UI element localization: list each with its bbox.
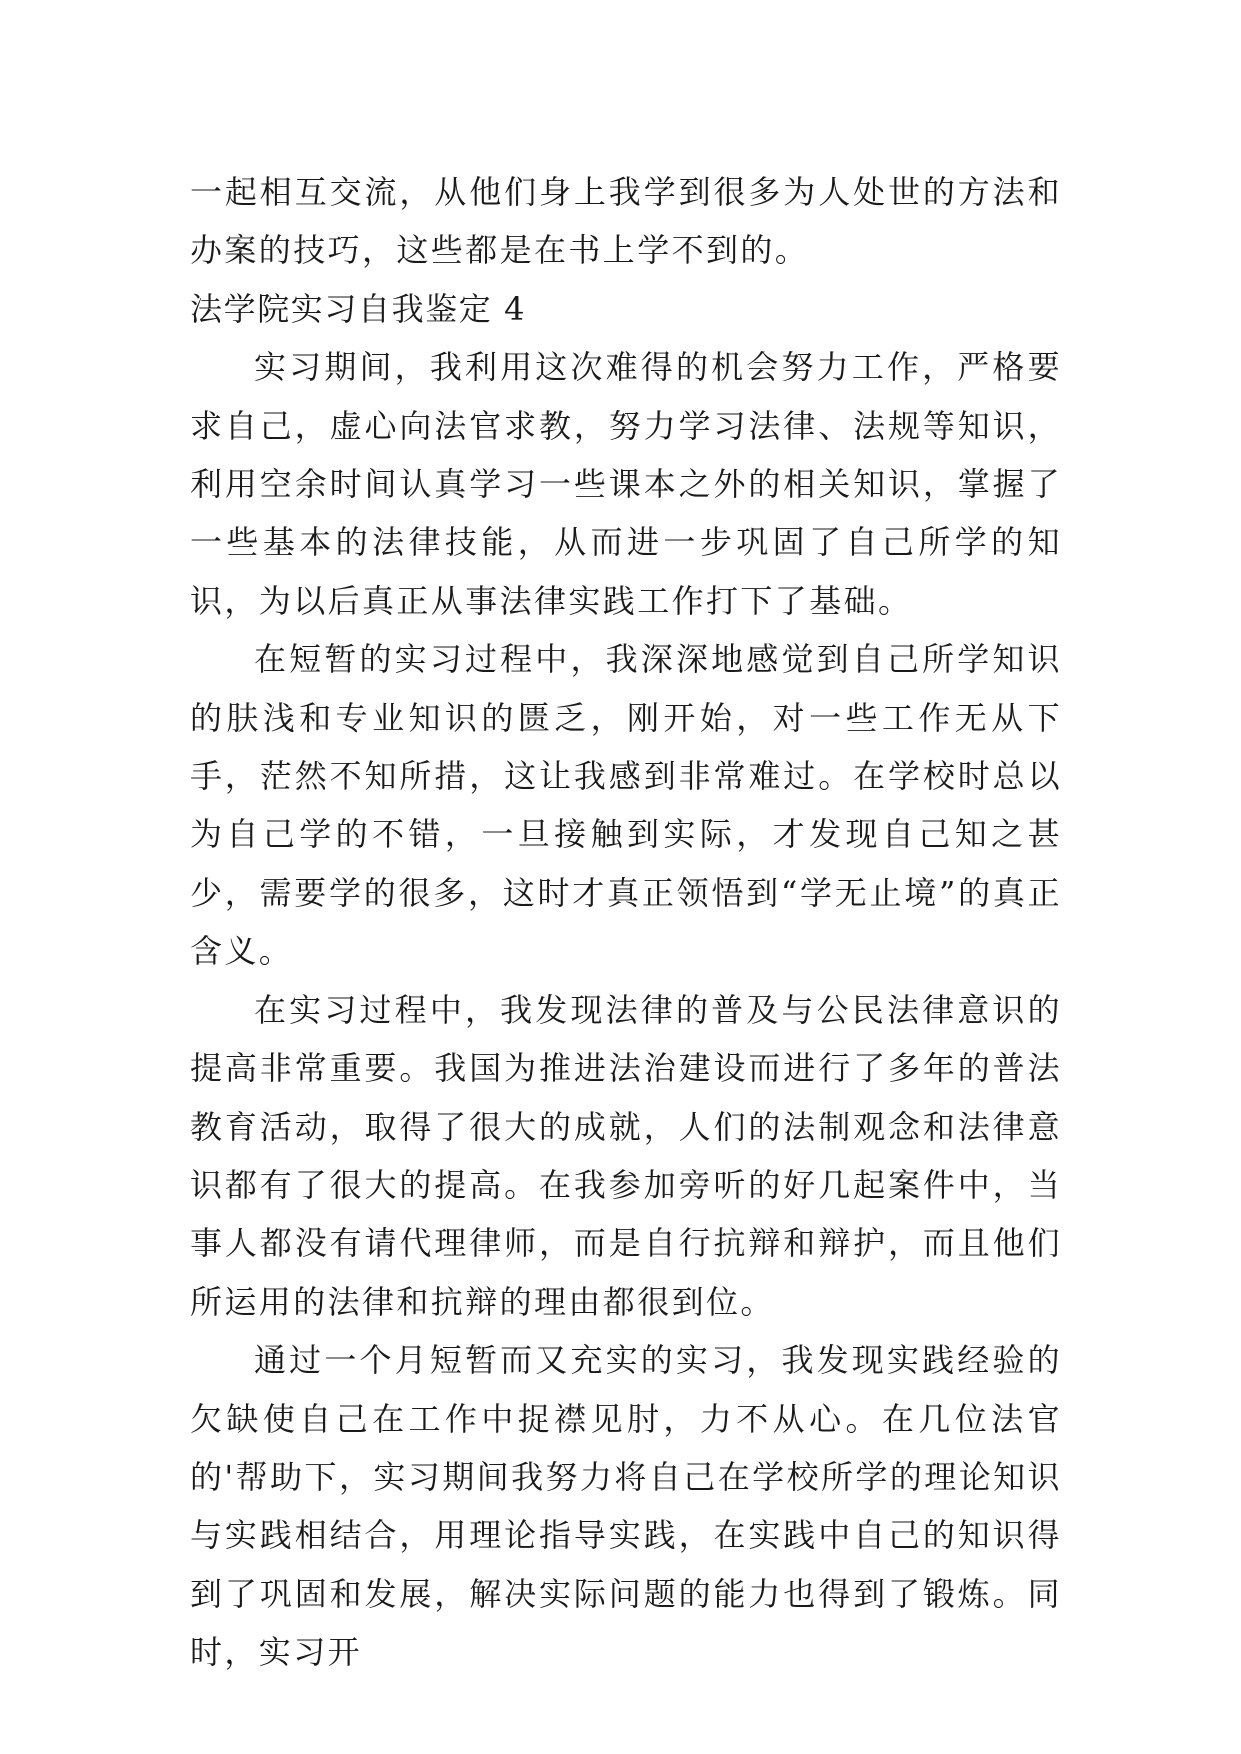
paragraph-4: 通过一个月短暂而又充实的实习，我发现实践经验的欠缺使自己在工作中捉襟见肘，力不从心。在几位法官的'帮助下，实习期间我努力将自己在学校所学的理论知识与实践相结合，用理论指导实践，在实践中自己的知识得到了巩固和发展，解决实际问题的能力也得到了锻炼。同时，实习开 <box>190 1341 1062 1672</box>
paragraph-3: 在实习过程中，我发现法律的普及与公民法律意识的提高非常重要。我国为推进法治建设而进行了多年的普法教育活动，取得了很大的成就，人们的法制观念和法律意识都有了很大的提高。在我参加旁听的好几起案件中，当事人都没有请代理律师，而是自行抗辩和辩护，而且他们所运用的法律和抗辩的理由都很到位。 <box>190 990 1062 1321</box>
paragraph-2: 在短暂的实习过程中，我深深地感觉到自己所学知识的肤浅和专业知识的匮乏，刚开始，对一些工作无从下手，茫然不知所措，这让我感到非常难过。在学校时总以为自己学的不错，一旦接触到实际，才发现自己知之甚少，需要学的很多，这时才真正领悟到“学无止境”的真正含义。 <box>190 640 1062 971</box>
section-heading: 法学院实习自我鉴定 4 <box>190 289 527 328</box>
document-body <box>190 163 1062 1682</box>
paragraph-continuation: 一起相互交流，从他们身上我学到很多为人处世的方法和办案的技巧，这些都是在书上学不到的。 <box>190 173 1062 270</box>
paragraph-1: 实习期间，我利用这次难得的机会努力工作，严格要求自己，虚心向法官求教，努力学习法律、法规等知识，利用空余时间认真学习一些课本之外的相关知识，掌握了一些基本的法律技能，从而进一步巩固了自己所学的知识，为以后真正从事法律实践工作打下了基础。 <box>190 348 1062 620</box>
